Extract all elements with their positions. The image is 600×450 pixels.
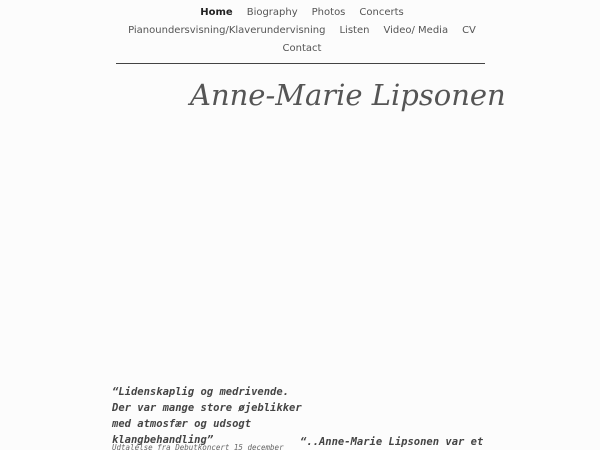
nav-item-video-media[interactable]: Video/ Media (383, 25, 449, 36)
nav-item-cv[interactable]: CV (462, 25, 476, 36)
nav-item-concerts[interactable]: Concerts (359, 7, 404, 18)
nav-item-contact[interactable]: Contact (282, 43, 322, 54)
header-divider (116, 63, 485, 64)
nav-item-home[interactable]: Home (200, 7, 233, 18)
review-quote-source: Udtalelse fra Debutkoncert 15 december (112, 443, 284, 450)
nav-item-listen[interactable]: Listen (339, 25, 370, 36)
nav-item-photos[interactable]: Photos (311, 7, 346, 18)
nav-item-piano-lessons[interactable]: Pianoundersvisning/Klaverundervisning (128, 25, 326, 36)
nav-row-1 (112, 4, 492, 22)
main-navigation (112, 4, 492, 58)
review-quote: “Lidenskaplig og medrivende. Der var mange store øjeblikker med atmosfær og udsogt klangbehandling” (112, 386, 302, 446)
review-quote-secondary: “..Anne-Marie Lipsonen var et (300, 436, 484, 448)
nav-row-3 (112, 40, 492, 58)
nav-item-biography[interactable]: Biography (246, 7, 298, 18)
nav-row-2 (112, 22, 492, 40)
site-title: Anne-Marie Lipsonen (190, 78, 506, 112)
